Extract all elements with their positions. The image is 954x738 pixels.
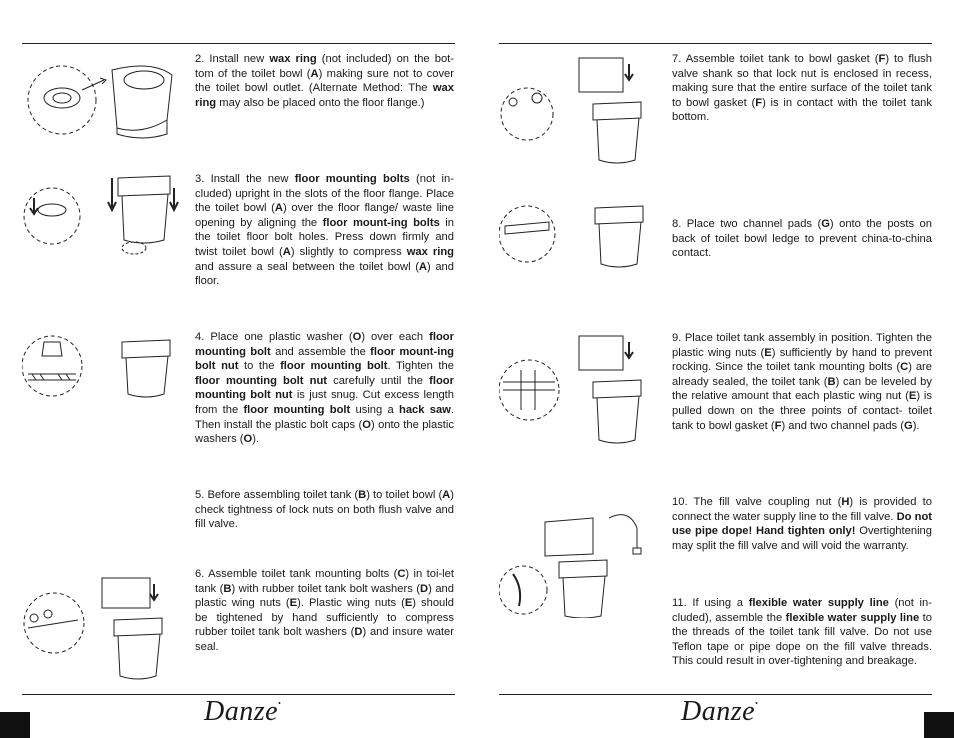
emphasis-text: wax ring	[406, 245, 454, 258]
emphasis-text: E	[289, 597, 298, 610]
body-text: ) sufficiently by hand to prevent rocking. Since the toilet tank mounting bolts (	[672, 346, 932, 374]
tank-bolts-illustration	[22, 568, 182, 688]
emphasis-text: B	[358, 489, 367, 501]
body-text: ) over each	[361, 331, 430, 343]
emphasis-text: D	[420, 582, 429, 595]
body-text: ) is in contact with the toilet tank bottom.	[672, 96, 932, 124]
body-text: ) to flush valve shank so that lock nut is enclosed in recess, making sure that the entire surface of the toilet tank to bowl gasket (	[672, 53, 932, 109]
emphasis-text: floor mounting bolt	[280, 360, 388, 373]
body-text: to the	[238, 360, 281, 373]
emphasis-text: wax ring	[269, 53, 317, 65]
step-10-text	[672, 495, 932, 553]
body-text: . Tighten the	[387, 360, 454, 373]
bolts-placement-illustration	[22, 168, 182, 268]
body-text: and assure a seal between the toilet bowl (	[195, 260, 419, 273]
emphasis-text: F	[774, 419, 782, 432]
body-text: ) and floor.	[195, 260, 454, 288]
bottom-rule-left	[22, 694, 455, 695]
step-3-text	[195, 172, 454, 289]
body-text: 6. Assemble toilet tank mounting bolts (	[195, 568, 398, 580]
trademark-mark: •	[278, 699, 282, 708]
body-text: 5. Before assembling toilet tank (	[195, 489, 359, 501]
emphasis-text: C	[397, 568, 406, 580]
body-text: ).	[252, 433, 260, 446]
body-text: ) and plastic wing nuts (	[195, 582, 455, 610]
body-text: in the toilet floor bolt holes. Press down firmly and twist toilet bowl (	[195, 216, 454, 258]
body-text: to the threads of the toilet tank fill valve. Do not use Teflon tape or pipe dope on the fill valve threads. This could result in over-tightening and breakage.	[672, 611, 932, 668]
body-text: ) with rubber toilet tank bolt washers (	[231, 582, 421, 595]
bottom-rule-right	[499, 694, 932, 695]
body-text: may also be placed onto the floor flange.)	[216, 96, 425, 109]
emphasis-text: O	[352, 331, 362, 343]
step-11-text	[672, 596, 932, 669]
body-text: 3. Install the new	[195, 173, 295, 185]
body-text: ) onto the plastic washers (	[195, 418, 454, 446]
emphasis-text: Do not use pipe dope! Hand tighten only!	[672, 510, 933, 538]
supply-line-illustration	[499, 498, 669, 618]
emphasis-text: A	[310, 67, 319, 80]
emphasis-text: floor mounting bolt	[195, 331, 454, 358]
body-text: ) to toilet bowl (	[366, 489, 443, 501]
step-9-text	[672, 331, 932, 433]
emphasis-text: A	[282, 245, 291, 258]
body-text: 11. If using a	[672, 597, 749, 609]
body-text: and assemble the	[270, 345, 371, 358]
emphasis-text: hack saw	[398, 403, 451, 416]
body-text: ) check tightness of lock nuts on both flush valve and fill valve.	[195, 489, 454, 531]
logo-text: anze	[701, 696, 756, 727]
gasket-illustration	[499, 52, 659, 172]
emphasis-text: E	[764, 346, 772, 359]
body-text: ) making sure not to cover the toilet bowl outlet. (Alternate Method: The	[195, 67, 454, 95]
body-text: 7. Assemble toilet tank to bowl gasket (	[672, 53, 879, 65]
page-corner-tab-left	[0, 712, 30, 738]
step-8-text	[672, 217, 932, 261]
emphasis-text: B	[827, 375, 836, 388]
top-rule-right	[499, 43, 932, 44]
body-text: is just snug. Cut excess length from the	[195, 389, 455, 416]
step-4-text	[195, 330, 454, 447]
body-text: 2. Install new	[195, 53, 270, 65]
body-text: Overtightening may split the fill valve and will void the warranty.	[672, 525, 933, 552]
body-text: 10. The fill valve coupling nut (	[672, 496, 842, 508]
logo-text: anze	[224, 696, 279, 727]
emphasis-text: D	[354, 626, 363, 639]
body-text: 8. Place two channel pads (	[672, 218, 822, 230]
brand-logo-left	[204, 696, 281, 728]
emphasis-text: F	[755, 96, 763, 109]
emphasis-text: wax ring	[195, 82, 454, 109]
emphasis-text: H	[841, 496, 850, 508]
emphasis-text: flexible water supply line	[748, 597, 889, 609]
body-text: 9. Place toilet tank assembly in position. Tighten the plastic wing nuts (	[672, 332, 932, 359]
trademark-mark: •	[755, 699, 759, 708]
body-text: ) slightly to compress	[290, 245, 407, 258]
body-text: ) is pulled down on the three points of contact- toilet tank to bowl gasket (	[672, 390, 932, 432]
body-text: (not included) on the bot-tom of the toilet bowl (	[195, 53, 454, 80]
emphasis-text: E	[404, 597, 413, 610]
emphasis-text: C	[900, 361, 909, 374]
emphasis-text: flexible water supply line	[785, 611, 920, 624]
emphasis-text: floor mounting bolts	[294, 173, 410, 185]
body-text: carefully until the	[327, 374, 430, 387]
emphasis-text: O	[243, 433, 253, 446]
logo-initial: D	[681, 696, 702, 727]
body-text: ) over the floor flange/ waste line opening by aligning the	[195, 202, 454, 229]
body-text: ) can be leveled by the relative amount that each plastic wing nut (	[672, 375, 932, 403]
emphasis-text: floor mounting bolt nut	[195, 374, 327, 387]
bolt-cap-illustration	[22, 328, 182, 408]
body-text: ) and two channel pads (	[781, 419, 904, 432]
emphasis-text: O	[362, 418, 371, 431]
emphasis-text: A	[418, 260, 428, 273]
tank-leveling-illustration	[499, 326, 659, 456]
emphasis-text: E	[908, 390, 917, 403]
emphasis-text: floor mount-ing bolt nut	[195, 345, 455, 373]
body-text: ) onto the posts on back of toilet bowl ledge to prevent china-to-china contact.	[672, 218, 932, 260]
body-text: . Then install the plastic bolt caps (	[195, 403, 454, 431]
logo-initial: D	[204, 696, 225, 727]
body-text: ). Plastic wing nuts (	[297, 597, 405, 610]
emphasis-text: B	[223, 582, 232, 595]
emphasis-text: floor mounting bolt	[243, 403, 351, 416]
emphasis-text: floor mounting bolt nut	[195, 374, 454, 402]
body-text: ) in toi-let tank (	[195, 568, 454, 595]
step-7-text	[672, 52, 932, 125]
body-text: 4. Place one plastic washer (	[195, 331, 353, 343]
emphasis-text: A	[274, 202, 283, 215]
step-2-text	[195, 52, 454, 110]
emphasis-text: G	[903, 419, 913, 432]
brand-logo-right	[681, 696, 758, 728]
body-text: (not in-cluded), assemble the	[672, 597, 932, 624]
emphasis-text: G	[821, 218, 830, 230]
wax-ring-illustration	[22, 50, 182, 140]
channel-pads-illustration	[499, 196, 659, 286]
body-text: ) is provided to connect the water supply line to the fill valve.	[672, 496, 932, 523]
step-5-text	[195, 488, 454, 532]
step-6-text	[195, 567, 454, 655]
body-text: ) should be tightened by hand sufficiently to compress rubber toilet tank bolt washers (	[195, 597, 454, 639]
top-rule-left	[22, 43, 455, 44]
body-text: ) are already sealed, the toilet tank (	[672, 361, 932, 388]
page-corner-tab-right	[924, 712, 954, 738]
emphasis-text: floor mount-ing bolts	[322, 216, 440, 229]
body-text: ).	[912, 419, 920, 432]
emphasis-text: A	[442, 489, 451, 501]
body-text: ) and insure water seal.	[195, 626, 454, 653]
body-text: (not in-cluded) upright in the slots of the floor flange. Place the toilet bowl (	[195, 173, 454, 215]
emphasis-text: F	[878, 53, 886, 65]
body-text: using a	[350, 403, 399, 416]
